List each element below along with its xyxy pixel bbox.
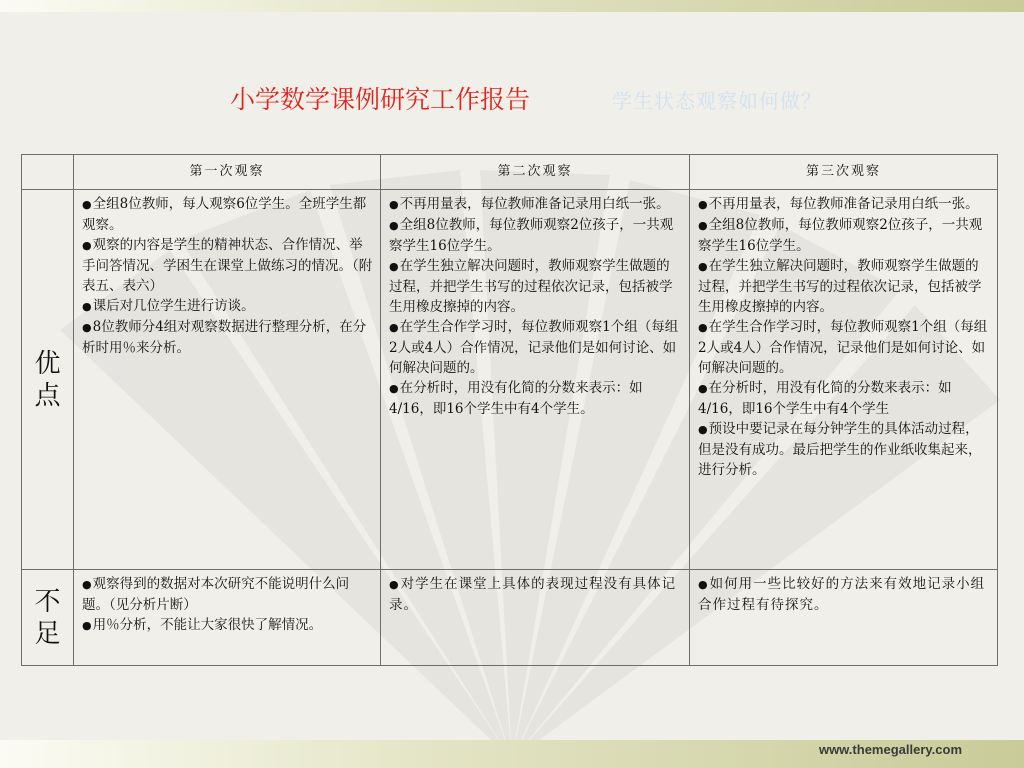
list-item-text: 全组8位教师，每位教师观察2位孩子，一共观察学生16位学生。 (698, 217, 983, 254)
cell-weaknesses-second (381, 570, 690, 666)
report-title: 小学数学课例研究工作报告 (230, 85, 531, 114)
bullet-icon: ● (82, 198, 92, 211)
bullet-icon: ● (82, 619, 92, 632)
bullet-icon: ● (698, 198, 708, 211)
bullet-icon: ● (389, 321, 399, 334)
list-item (698, 194, 991, 215)
cell-strengths-second (381, 190, 690, 570)
cell-weaknesses-third (690, 570, 998, 666)
list-item (82, 194, 374, 235)
observation-table (21, 154, 998, 666)
list-item-text: 不再用量表，每位教师准备记录用白纸一张。 (399, 196, 670, 212)
list-item-text: 课后对几位学生进行访谈。 (92, 298, 255, 314)
cell-strengths-first (74, 190, 381, 570)
list-item-text: 观察的内容是学生的精神状态、合作情况、举手问答情况、学困生在课堂上做练习的情况。（附表五、表六） (82, 237, 373, 294)
list-item (698, 419, 991, 480)
row-label-strengths (22, 190, 74, 570)
list-item (389, 317, 683, 378)
list-item-text: 对学生在课堂上具体的表现过程没有具体记录。 (389, 576, 677, 613)
list-item-text: 8位教师分4组对观察数据进行整理分析，在分析时用％来分析。 (82, 319, 367, 356)
list-item-text: 在学生独立解决问题时，教师观察学生做题的过程，并把学生书写的过程依次记录，包括被学生用橡皮擦掉的内容。 (698, 258, 982, 315)
list-item (698, 256, 991, 317)
list-item-text: 用％分析，不能让大家很快了解情况。 (92, 617, 323, 633)
bullet-icon: ● (698, 382, 708, 395)
cell-weaknesses-first (74, 570, 381, 666)
list-item-text: 在学生合作学习时，每位教师观察1个组（每组2人或4人）合作情况，记录他们是如何讨论、如何解决问题的。 (389, 319, 679, 376)
row-label-char: 优 (34, 348, 61, 379)
table-row-strengths (22, 190, 998, 570)
list-item (82, 296, 374, 317)
table-header-row (22, 155, 998, 190)
row-label-char: 不 (34, 586, 61, 617)
list-item (389, 256, 683, 317)
list-item (82, 574, 374, 615)
list-item (698, 574, 991, 615)
bullet-icon: ● (82, 239, 92, 252)
bullet-icon: ● (698, 219, 708, 232)
list-item (82, 317, 374, 358)
bullet-icon: ● (389, 260, 399, 273)
header-second-observation: 第二次观察 (381, 155, 690, 190)
bullet-icon: ● (389, 219, 399, 232)
header-third-observation: 第三次观察 (690, 155, 998, 190)
row-label-char: 足 (34, 618, 61, 649)
bullet-icon: ● (82, 321, 92, 334)
row-label-char: 点 (34, 380, 61, 411)
list-item (389, 574, 683, 615)
list-item-text: 预设中要记录在每分钟学生的具体活动过程，但是没有成功。最后把学生的作业纸收集起来，进行分析。 (698, 421, 982, 478)
list-item-text: 在分析时，用没有化简的分数来表示：如4/16，即16个学生中有4个学生 (698, 380, 952, 417)
list-item-text: 在分析时，用没有化简的分数来表示：如4/16，即16个学生中有4个学生。 (389, 380, 643, 417)
bullet-icon: ● (389, 382, 399, 395)
list-item (389, 378, 683, 419)
list-item (698, 215, 991, 256)
row-label-weaknesses (22, 570, 74, 666)
title-row (0, 80, 1024, 120)
cell-strengths-third (690, 190, 998, 570)
bullet-icon: ● (698, 578, 709, 591)
bullet-icon: ● (82, 300, 92, 313)
list-item-text: 不再用量表，每位教师准备记录用白纸一张。 (708, 196, 979, 212)
list-item (698, 317, 991, 378)
footer-url: www.themegallery.com (818, 742, 962, 757)
bullet-icon: ● (389, 198, 399, 211)
list-item-text: 全组8位教师，每位教师观察2位孩子，一共观察学生16位学生。 (389, 217, 674, 254)
list-item (82, 615, 374, 636)
list-item-text: 观察得到的数据对本次研究不能说明什么问题。（见分析片断） (82, 576, 350, 613)
list-item (389, 215, 683, 256)
bullet-icon: ● (698, 321, 708, 334)
list-item-text: 在学生独立解决问题时，教师观察学生做题的过程，并把学生书写的过程依次记录，包括被学生用橡皮擦掉的内容。 (389, 258, 673, 315)
list-item (389, 194, 683, 215)
header-first-observation: 第一次观察 (74, 155, 381, 190)
bullet-icon: ● (698, 260, 708, 273)
report-subtitle: 学生状态观察如何做？ (612, 89, 822, 113)
list-item-text: 如何用一些比较好的方法来有效地记录小组合作过程有待探究。 (698, 576, 986, 613)
list-item (82, 235, 374, 296)
header-corner (22, 155, 74, 190)
bullet-icon: ● (698, 423, 708, 436)
bullet-icon: ● (389, 578, 400, 591)
list-item (698, 378, 991, 419)
table-row-weaknesses (22, 570, 998, 666)
list-item-text: 在学生合作学习时，每位教师观察1个组（每组2人或4人）合作情况，记录他们是如何讨论、如何解决问题的。 (698, 319, 988, 376)
bullet-icon: ● (82, 578, 92, 591)
list-item-text: 全组8位教师，每人观察6位学生。全班学生都观察。 (82, 196, 367, 233)
